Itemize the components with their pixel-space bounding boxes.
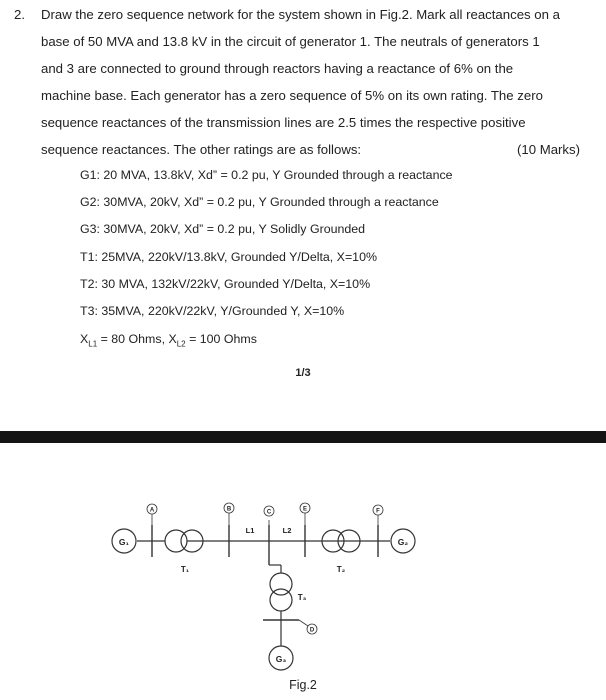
generator-g3-label: G₃ [275,654,287,664]
line-reactance-x2: X [168,332,177,346]
svg-text:E: E [302,506,308,513]
rating-g2: G2: 30MVA, 20kV, Xd” = 0.2 pu, Y Grounded through a reactance [80,195,439,209]
transformer-t1-label: T₁ [180,565,190,574]
bus-label-e [300,503,310,513]
rating-t1: T1: 25MVA, 220kV/13.8kV, Grounded Y/Delta, X=10% [80,250,377,264]
line-reactance-val2: = 100 Ohms [185,332,257,346]
page-number: 1/3 [295,367,311,379]
svg-text:B: B [226,506,232,513]
question-line-5: sequence reactances of the transmission lines are 2.5 times the respective positive [41,115,526,130]
transformer-t3-label: T₃ [297,593,307,602]
transformer-t2-label: T₂ [336,565,346,574]
bus-label-f [373,505,383,515]
bus-d-leader [299,620,308,626]
bus-label-b [224,503,234,513]
svg-text:C: C [266,509,272,516]
question-line-6: sequence reactances. The other ratings are as follows: [41,142,362,157]
question-line-3: and 3 are connected to ground through reactors having a reactance of 6% on the [41,61,514,76]
figure-caption: Fig.2 [289,678,317,692]
line-l1-label: L1 [245,526,255,535]
generator-g1 [112,529,136,553]
transformer-t3 [270,573,307,611]
marks-label: (10 Marks) [516,142,580,157]
question-line-1: Draw the zero sequence network for the system shown in Fig.2. Mark all reactances on a [41,7,560,22]
line-reactance-x: X [80,332,89,346]
question-line-2: base of 50 MVA and 13.8 kV in the circuit of generator 1. The neutrals of generators 1 [41,34,540,49]
svg-text:A: A [149,507,155,514]
generator-g1-label: G₁ [118,537,130,547]
bus-label-d [307,624,317,634]
question-number: 2. [14,7,25,22]
svg-text:D: D [309,627,315,634]
rating-g1: G1: 20 MVA, 13.8kV, Xd” = 0.2 pu, Y Grounded through a reactance [80,168,453,182]
bus-label-a [147,504,157,514]
single-line-diagram [0,443,606,700]
line-reactance-val1: = 80 Ohms, [97,332,169,346]
rating-line-reactance [80,331,257,352]
line-reactance-sub1: L1 [88,339,98,349]
rating-t3: T3: 35MVA, 220kV/22kV, Y/Grounded Y, X=10% [80,304,345,318]
line-l2-label: L2 [282,526,292,535]
figure-2 [0,443,606,700]
page-divider [0,431,606,443]
question-line-4: machine base. Each generator has a zero sequence of 5% on its own rating. The zero [41,88,543,103]
generator-g3 [269,646,293,670]
bus-label-c [264,506,274,516]
svg-text:F: F [376,508,380,515]
generator-g2-label: G₂ [397,537,409,547]
rating-t2: T2: 30 MVA, 132kV/22kV, Grounded Y/Delta, X=10% [80,277,371,291]
rating-g3: G3: 30MVA, 20kV, Xd” = 0.2 pu, Y Solidly Grounded [80,222,366,236]
line-reactance-sub2: L2 [176,339,186,349]
transformer-t1 [165,530,203,574]
generator-g2 [391,529,415,553]
transformer-t2 [322,530,360,574]
